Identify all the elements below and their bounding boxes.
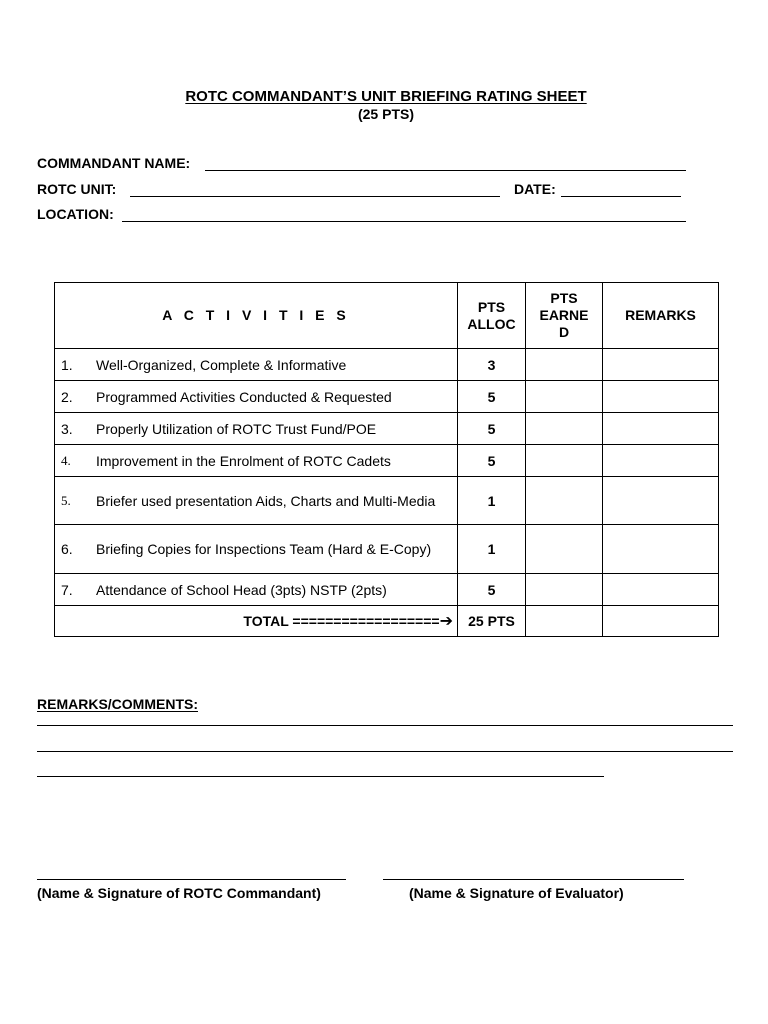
activities-table — [54, 282, 719, 637]
remarks-line-1[interactable] — [37, 725, 733, 726]
activity-cell — [55, 413, 458, 445]
remarks-line-2[interactable] — [37, 751, 733, 752]
remarks-cell[interactable] — [603, 381, 719, 413]
pts-earned-cell[interactable] — [526, 381, 603, 413]
header-remarks: REMARKS — [603, 283, 719, 349]
remarks-line-3[interactable] — [37, 776, 604, 777]
arrow-right-icon: ➔ — [439, 613, 453, 630]
table-header-row — [55, 283, 719, 349]
activity-text: Improvement in the Enrolment of ROTC Cadets — [96, 452, 391, 469]
activity-text: Attendance of School Head (3pts) NSTP (2pts) — [96, 581, 387, 598]
activity-cell — [55, 445, 458, 477]
pts-earned-cell[interactable] — [526, 525, 603, 574]
evaluator-signature-line[interactable] — [383, 879, 684, 880]
table-row — [55, 477, 719, 525]
pts-alloc-cell: 5 — [458, 381, 526, 413]
remarks-cell[interactable] — [603, 413, 719, 445]
header-pts-earned-line2: EARNE — [539, 307, 589, 323]
total-label-cell — [55, 606, 458, 637]
table-row — [55, 349, 719, 381]
activity-cell — [55, 349, 458, 381]
location-field[interactable] — [122, 221, 686, 222]
pts-earned-cell[interactable] — [526, 574, 603, 606]
activity-number: 1. — [61, 356, 73, 373]
pts-earned-cell[interactable] — [526, 413, 603, 445]
table-row — [55, 525, 719, 574]
remarks-cell[interactable] — [603, 477, 719, 525]
page-subtitle: (25 PTS) — [357, 106, 414, 122]
header-pts-earned-line1: PTS — [550, 290, 578, 306]
table-row — [55, 381, 719, 413]
activity-text: Briefing Copies for Inspections Team (Hard & E-Copy) — [96, 541, 432, 557]
pts-earned-cell[interactable] — [526, 349, 603, 381]
header-pts-alloc-line2: ALLOC — [467, 315, 516, 332]
rotc-unit-label: ROTC UNIT: — [37, 181, 117, 197]
activity-number: 5. — [61, 492, 71, 508]
commandant-signature-line[interactable] — [37, 879, 346, 880]
header-pts-alloc — [458, 283, 526, 349]
remarks-cell[interactable] — [603, 574, 719, 606]
commandant-name-label: COMMANDANT NAME: — [37, 155, 191, 171]
activity-number: 2. — [61, 388, 73, 405]
pts-alloc-cell: 1 — [458, 525, 526, 574]
remarks-cell[interactable] — [603, 445, 719, 477]
activity-cell — [55, 381, 458, 413]
total-label: TOTAL ================== — [243, 613, 440, 629]
date-label: DATE: — [514, 181, 556, 197]
table-row — [55, 413, 719, 445]
remarks-comments-title: REMARKS/COMMENTS: — [37, 696, 198, 712]
table-row — [55, 574, 719, 606]
activity-number: 6. — [61, 541, 73, 557]
activity-cell — [55, 477, 458, 525]
remarks-cell[interactable] — [603, 525, 719, 574]
header-activities: A C T I V I T I E S — [55, 283, 458, 349]
pts-earned-cell[interactable] — [526, 445, 603, 477]
header-pts-earned — [526, 283, 603, 349]
date-field[interactable] — [561, 196, 681, 197]
activity-cell — [55, 525, 458, 574]
page-title: ROTC COMMANDANT’S UNIT BRIEFING RATING SHEET — [185, 88, 587, 105]
header-pts-earned-line3: D — [558, 324, 570, 340]
activity-number: 7. — [61, 581, 73, 598]
total-row — [55, 606, 719, 637]
activity-number: 4. — [61, 452, 71, 468]
commandant-signature-label: (Name & Signature of ROTC Commandant) — [37, 885, 321, 901]
header-pts-alloc-line1: PTS — [477, 298, 506, 315]
evaluator-signature-label: (Name & Signature of Evaluator) — [409, 885, 624, 901]
activity-text: Briefer used presentation Aids, Charts and Multi-Media — [96, 492, 436, 509]
remarks-cell[interactable] — [603, 349, 719, 381]
total-remarks-cell[interactable] — [603, 606, 719, 637]
pts-alloc-cell: 5 — [458, 413, 526, 445]
location-label: LOCATION: — [37, 206, 114, 222]
pts-alloc-cell: 1 — [458, 477, 526, 525]
activity-text: Well-Organized, Complete & Informative — [96, 356, 347, 373]
activity-cell — [55, 574, 458, 606]
activity-number: 3. — [61, 420, 73, 437]
pts-alloc-cell: 5 — [458, 445, 526, 477]
activity-text: Programmed Activities Conducted & Requested — [96, 388, 392, 405]
pts-alloc-cell: 5 — [458, 574, 526, 606]
commandant-name-field[interactable] — [205, 170, 686, 171]
total-pts-earned-cell[interactable] — [526, 606, 603, 637]
table-row — [55, 445, 719, 477]
activity-text: Properly Utilization of ROTC Trust Fund/POE — [96, 420, 377, 437]
total-pts-alloc: 25 PTS — [458, 606, 526, 637]
pts-earned-cell[interactable] — [526, 477, 603, 525]
pts-alloc-cell: 3 — [458, 349, 526, 381]
rotc-unit-field[interactable] — [130, 196, 500, 197]
